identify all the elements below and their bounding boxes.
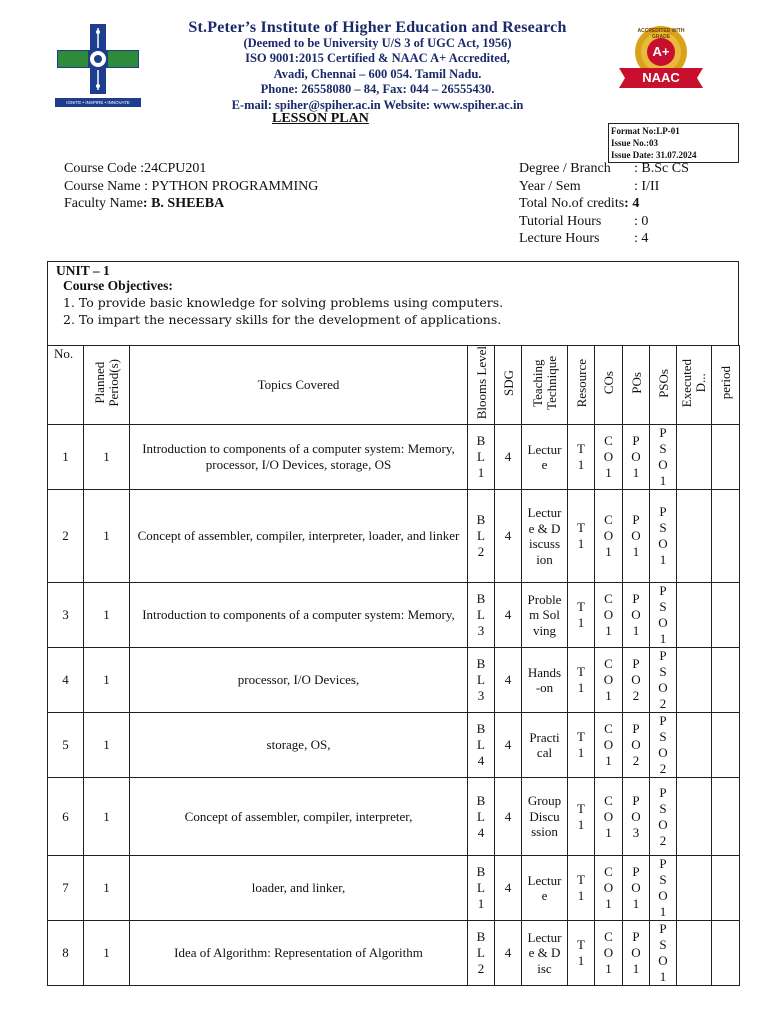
table-header-row	[48, 346, 740, 425]
cell-executed	[677, 778, 712, 856]
table-row	[48, 648, 740, 713]
cell-period	[712, 490, 740, 583]
cell-topic: Introduction to components of a computer system: Memory,	[130, 583, 468, 648]
cell-executed	[677, 713, 712, 778]
faculty-label: Faculty Name	[64, 196, 143, 211]
degree-label: Degree / Branch	[519, 161, 611, 176]
cell-technique: Problem Solving	[522, 583, 568, 648]
cell-topic: storage, OS,	[130, 713, 468, 778]
cell-cos: C O 1	[595, 778, 623, 856]
cell-blooms: B L 1	[468, 425, 495, 490]
header-line: E-mail: spiher@spiher.ac.in Website: www.spiher.ac.in	[231, 97, 524, 112]
cell-pos: P O 1	[623, 856, 650, 921]
year-label: Year / Sem	[519, 178, 581, 194]
header-teaching: Teaching Technique	[522, 346, 568, 425]
cell-period	[712, 713, 740, 778]
tutorial-label: Tutorial Hours	[519, 213, 602, 229]
cell-executed	[677, 583, 712, 648]
cell-technique: Practical	[522, 713, 568, 778]
objective-2: 2. To impart the necessary skills for the development of applications.	[63, 312, 502, 327]
cell-period	[712, 425, 740, 490]
header-no: No.	[48, 346, 84, 425]
cell-resource: T 1	[568, 778, 595, 856]
cell-no: 7	[48, 856, 84, 921]
cell-no: 3	[48, 583, 84, 648]
course-info	[64, 160, 318, 213]
year-value: : I/II	[634, 178, 660, 194]
cell-period	[712, 583, 740, 648]
cell-cos: C O 1	[595, 583, 623, 648]
cell-resource: T 1	[568, 856, 595, 921]
cell-no: 5	[48, 713, 84, 778]
cell-resource: T 1	[568, 425, 595, 490]
cell-resource: T 1	[568, 648, 595, 713]
cell-blooms: B L 4	[468, 713, 495, 778]
cell-planned: 1	[84, 425, 130, 490]
course-code-label: Course Code :	[64, 161, 145, 176]
cell-period	[712, 856, 740, 921]
cell-no: 1	[48, 425, 84, 490]
cell-psos: P S O 1	[650, 425, 677, 490]
cell-technique: Hands-on	[522, 648, 568, 713]
cell-resource: T 1	[568, 583, 595, 648]
header-blooms: Blooms Level	[468, 346, 495, 425]
cell-blooms: B L 2	[468, 490, 495, 583]
header-planned: Planned Period(s)	[84, 346, 130, 425]
header-line: ISO 9001:2015 Certified & NAAC A+ Accredited,	[245, 51, 510, 65]
cell-technique: Group Discussion	[522, 778, 568, 856]
credits-value: : 4	[624, 196, 640, 211]
header-psos: PSOs	[650, 346, 677, 425]
header-resource: Resource	[568, 346, 595, 425]
cell-topic: Concept of assembler, compiler, interpreter, loader, and linker	[130, 490, 468, 583]
naac-badge	[613, 22, 709, 102]
header-line: (Deemed to be University U/S 3 of UGC Act, 1956)	[243, 35, 512, 50]
cell-cos: C O 1	[595, 490, 623, 583]
lecture-value: : 4	[634, 231, 649, 246]
cell-sdg: 4	[495, 921, 522, 986]
institute-name: St.Peter’s Institute of Higher Education and Research	[188, 19, 567, 36]
cell-topic: processor, I/O Devices,	[130, 648, 468, 713]
cell-pos: P O 1	[623, 583, 650, 648]
unit-title: UNIT – 1	[56, 263, 110, 278]
cell-blooms: B L 1	[468, 856, 495, 921]
cell-executed	[677, 856, 712, 921]
cell-period	[712, 921, 740, 986]
cell-pos: P O 1	[623, 490, 650, 583]
table-row	[48, 490, 740, 583]
table-row	[48, 425, 740, 490]
cell-planned: 1	[84, 713, 130, 778]
cell-resource: T 1	[568, 490, 595, 583]
table-row	[48, 778, 740, 856]
faculty-name: : B. SHEEBA	[142, 196, 225, 211]
cell-topic: Idea of Algorithm: Representation of Algorithm	[130, 921, 468, 986]
cell-planned: 1	[84, 648, 130, 713]
page-title: LESSON PLAN	[272, 111, 369, 126]
cell-pos: P O 2	[623, 648, 650, 713]
cell-executed	[677, 490, 712, 583]
cell-sdg: 4	[495, 648, 522, 713]
table-row	[48, 583, 740, 648]
cell-psos: P S O 1	[650, 583, 677, 648]
cell-executed	[677, 425, 712, 490]
degree-info	[519, 160, 689, 248]
cell-technique: Lecture & Discussion	[522, 490, 568, 583]
cell-cos: C O 1	[595, 921, 623, 986]
cell-topic: loader, and linker,	[130, 856, 468, 921]
cell-blooms: B L 4	[468, 778, 495, 856]
cell-sdg: 4	[495, 778, 522, 856]
cell-cos: C O 1	[595, 648, 623, 713]
cell-no: 6	[48, 778, 84, 856]
format-no: Format No:LP-01	[611, 126, 680, 136]
cell-sdg: 4	[495, 425, 522, 490]
cell-no: 8	[48, 921, 84, 986]
cell-technique: Lecture	[522, 425, 568, 490]
header-pos: POs	[623, 346, 650, 425]
issue-date: Issue Date: 31.07.2024	[611, 150, 697, 160]
cell-sdg: 4	[495, 490, 522, 583]
cell-blooms: B L 2	[468, 921, 495, 986]
cell-psos: P S O 2	[650, 778, 677, 856]
header-sdg: SDG	[495, 346, 522, 425]
cell-planned: 1	[84, 778, 130, 856]
issue-no: Issue No.:03	[611, 138, 659, 148]
cell-resource: T 1	[568, 921, 595, 986]
cell-executed	[677, 921, 712, 986]
cell-psos: P S O 2	[650, 713, 677, 778]
badge-top-text: ACCREDITED WITH GRADE	[637, 28, 685, 40]
course-code: 24CPU201	[144, 161, 207, 176]
header-topics: Topics Covered	[130, 346, 468, 425]
header-line: Phone: 26558080 – 84, Fax: 044 – 26555430.	[260, 82, 495, 96]
cell-planned: 1	[84, 583, 130, 648]
badge-grade: A+	[652, 44, 670, 59]
cell-blooms: B L 3	[468, 648, 495, 713]
header-cos: COs	[595, 346, 623, 425]
format-box	[608, 123, 739, 163]
cell-cos: C O 1	[595, 856, 623, 921]
header-line: Avadi, Chennai – 600 054. Tamil Nadu.	[273, 66, 482, 81]
cell-pos: P O 1	[623, 921, 650, 986]
cell-technique: Lecture & Disc	[522, 921, 568, 986]
cell-executed	[677, 648, 712, 713]
cell-topic: Introduction to components of a computer system: Memory, processor, I/O Devices, storage, OS	[130, 425, 468, 490]
cell-sdg: 4	[495, 583, 522, 648]
cell-cos: C O 1	[595, 713, 623, 778]
header-executed: Executed D...	[677, 346, 712, 425]
credits-label: Total No.of credits	[519, 196, 625, 211]
cell-cos: C O 1	[595, 425, 623, 490]
table-row	[48, 856, 740, 921]
cell-no: 4	[48, 648, 84, 713]
cell-pos: P O 2	[623, 713, 650, 778]
tutorial-value: : 0	[634, 213, 649, 229]
table-row	[48, 713, 740, 778]
cell-sdg: 4	[495, 856, 522, 921]
cell-planned: 1	[84, 921, 130, 986]
cell-psos: P S O 1	[650, 921, 677, 986]
header-period: period	[712, 346, 740, 425]
cell-pos: P O 3	[623, 778, 650, 856]
cell-planned: 1	[84, 490, 130, 583]
objective-1: 1. To provide basic knowledge for solving problems using computers.	[63, 295, 504, 310]
cell-no: 2	[48, 490, 84, 583]
objectives-label: Course Objectives:	[63, 278, 173, 293]
table-row	[48, 921, 740, 986]
cell-pos: P O 1	[623, 425, 650, 490]
cell-period	[712, 778, 740, 856]
logo-tagline: IGNITE • INSPIRE • INNOVATE	[66, 100, 130, 105]
degree-value: : B.Sc CS	[634, 161, 689, 176]
cell-sdg: 4	[495, 713, 522, 778]
lecture-label: Lecture Hours	[519, 231, 600, 246]
cell-psos: P S O 1	[650, 856, 677, 921]
cell-blooms: B L 3	[468, 583, 495, 648]
institute-logo	[55, 22, 141, 108]
course-name-label: Course Name :	[64, 178, 152, 194]
course-name: PYTHON PROGRAMMING	[151, 178, 319, 194]
cell-psos: P S O 2	[650, 648, 677, 713]
unit-section	[47, 261, 739, 346]
institute-header	[140, 20, 615, 113]
cell-resource: T 1	[568, 713, 595, 778]
cell-topic: Concept of assembler, compiler, interpreter,	[130, 778, 468, 856]
cell-period	[712, 648, 740, 713]
lesson-plan-table	[47, 345, 740, 986]
cell-psos: P S O 1	[650, 490, 677, 583]
cell-planned: 1	[84, 856, 130, 921]
badge-name: NAAC	[642, 70, 680, 85]
cell-technique: Lecture	[522, 856, 568, 921]
